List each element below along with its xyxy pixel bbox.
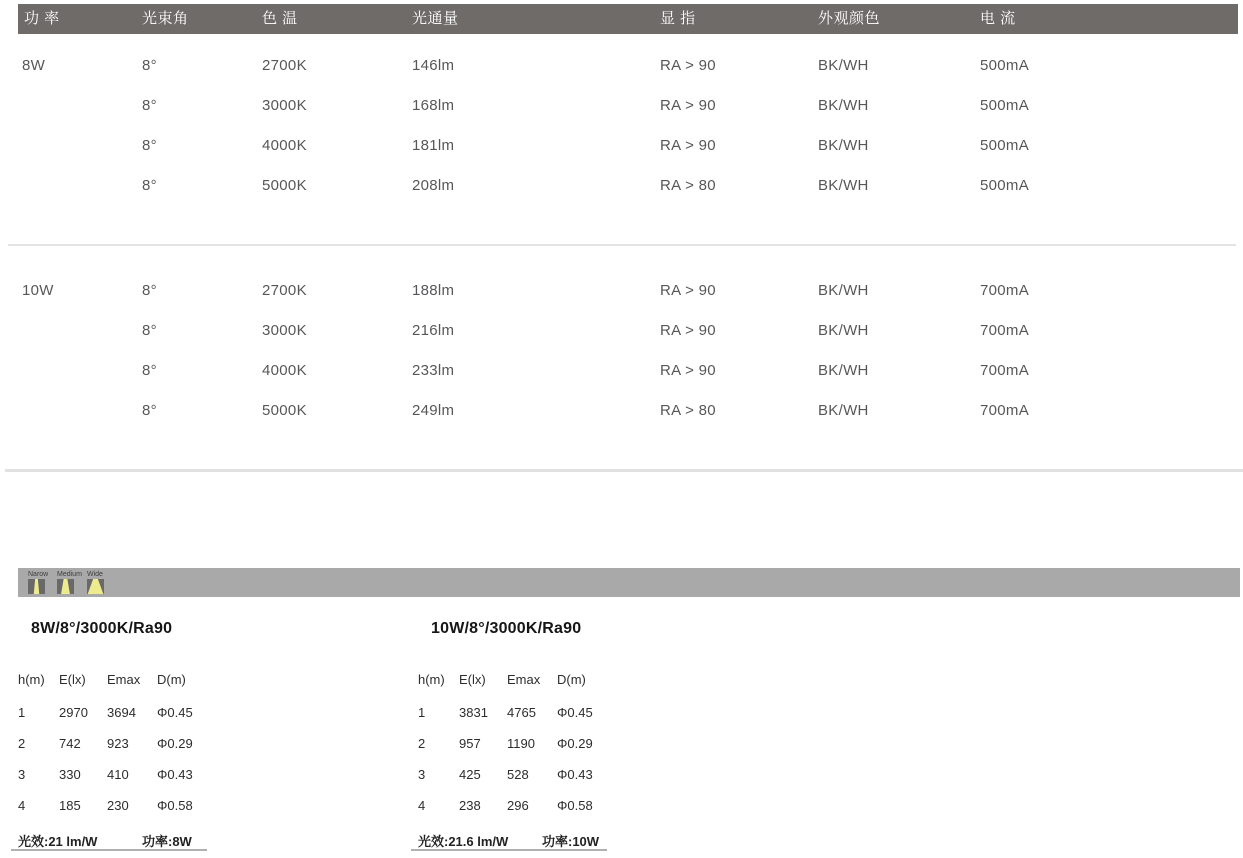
beam-option-narrow [28,570,52,594]
spec-cell-beam: 8° [142,57,157,74]
spec-cell-cct: 4000K [262,137,307,154]
photo-cell: 230 [107,798,129,813]
spec-cell-current: 500mA [980,57,1030,74]
photo-cell: 1 [18,705,26,720]
spec-cell-beam: 8° [142,137,157,154]
spec-cell-beam: 8° [142,322,157,339]
spec-cell-current: 500mA [980,177,1030,194]
photo-cell: Φ0.43 [557,767,593,782]
photo-cell: 528 [507,767,529,782]
beam-option-medium [57,570,81,594]
spec-cell-flux: 216lm [412,322,455,339]
photometric-table-title: 10W/8°/3000K/Ra90 [431,620,582,637]
beam-label-wide: Wide [87,571,103,578]
spec-cell-cri: RA > 90 [660,137,716,154]
spec-cell-beam: 8° [142,282,157,299]
photo-cell: Φ0.58 [157,798,193,813]
col-header-power: 功 率 [24,10,60,27]
spec-cell-flux: 233lm [412,362,455,379]
spec-cell-beam: 8° [142,97,157,114]
photo-cell: 4 [18,798,26,813]
col-header-color-temp: 色 温 [262,10,298,27]
photometric-table-10w [418,612,630,858]
efficacy-label: 光效:21.6 lm/W [418,834,509,849]
photo-col-header-d: D(m) [557,672,586,687]
power-group-label: 8W [22,57,46,74]
footer-underline [411,849,607,851]
photo-col-header-h: h(m) [18,672,45,687]
col-header-cri: 显 指 [660,10,696,27]
spec-cell-cct: 2700K [262,282,307,299]
spec-cell-finish: BK/WH [818,402,869,419]
spec-cell-beam: 8° [142,362,157,379]
col-header-finish-color: 外观颜色 [818,10,881,27]
spec-cell-current: 700mA [980,282,1030,299]
photo-cell: Φ0.45 [557,705,593,720]
photo-cell: 185 [59,798,81,813]
photo-cell: 2 [418,736,426,751]
col-header-beam-angle: 光束角 [142,10,189,27]
photo-cell: 4765 [507,705,536,720]
power-group-label: 10W [22,282,54,299]
col-header-luminous-flux: 光通量 [412,10,459,27]
spec-cell-cri: RA > 90 [660,282,716,299]
spec-cell-cct: 5000K [262,177,307,194]
photo-cell: Φ0.29 [157,736,193,751]
photo-cell: 425 [459,767,481,782]
photo-cell: 330 [59,767,81,782]
spec-cell-current: 700mA [980,402,1030,419]
photo-col-header-d: D(m) [157,672,186,687]
photo-cell: 3 [418,767,426,782]
spec-cell-cri: RA > 80 [660,402,716,419]
spec-cell-flux: 168lm [412,97,455,114]
photometric-table-8w [18,612,230,858]
section-divider [8,244,1236,246]
beam-label-narrow: Narow [28,571,49,578]
photo-col-header-elx: E(lx) [459,672,486,687]
spec-cell-cct: 5000K [262,402,307,419]
section-divider [5,469,1243,472]
power-label: 功率:8W [142,834,192,849]
spec-cell-cct: 4000K [262,362,307,379]
spec-cell-flux: 249lm [412,402,455,419]
spec-cell-flux: 188lm [412,282,455,299]
spec-cell-finish: BK/WH [818,282,869,299]
spec-cell-cri: RA > 90 [660,97,716,114]
spec-cell-cct: 3000K [262,97,307,114]
spec-cell-finish: BK/WH [818,177,869,194]
photo-cell: 238 [459,798,481,813]
spec-cell-current: 500mA [980,137,1030,154]
wide-beam-icon [87,579,104,594]
photo-cell: 1190 [507,736,535,751]
spec-cell-flux: 146lm [412,57,455,74]
photo-cell: 3694 [107,705,136,720]
photo-col-header-emax: Emax [507,672,541,687]
spec-cell-finish: BK/WH [818,97,869,114]
photo-cell: Φ0.58 [557,798,593,813]
spec-cell-finish: BK/WH [818,322,869,339]
photo-cell: 923 [107,736,129,751]
photo-cell: 4 [418,798,426,813]
photo-col-header-emax: Emax [107,672,141,687]
spec-cell-flux: 181lm [412,137,455,154]
spec-cell-cct: 3000K [262,322,307,339]
beam-angle-bar [18,568,1240,597]
spec-cell-cri: RA > 80 [660,177,716,194]
spec-cell-current: 700mA [980,322,1030,339]
beam-option-wide [87,570,111,594]
spec-cell-beam: 8° [142,177,157,194]
photo-cell: 1 [418,705,426,720]
photo-cell: 957 [459,736,481,751]
footer-underline [11,849,207,851]
beam-label-medium: Medium [57,571,82,578]
photo-cell: 410 [107,767,129,782]
spec-cell-flux: 208lm [412,177,455,194]
narrow-beam-icon [28,579,45,594]
photo-col-header-elx: E(lx) [59,672,86,687]
spec-cell-cri: RA > 90 [660,322,716,339]
spec-cell-finish: BK/WH [818,362,869,379]
col-header-current: 电 流 [980,10,1016,27]
spec-cell-finish: BK/WH [818,137,869,154]
spec-cell-beam: 8° [142,402,157,419]
photo-cell: 3 [18,767,26,782]
photo-cell: 3831 [459,705,488,720]
photo-cell: 2 [18,736,26,751]
spec-cell-current: 500mA [980,97,1030,114]
spec-cell-cct: 2700K [262,57,307,74]
photometric-table-title: 8W/8°/3000K/Ra90 [31,620,173,637]
photo-col-header-h: h(m) [418,672,445,687]
medium-beam-icon [57,579,74,594]
spec-cell-current: 700mA [980,362,1030,379]
photo-cell: Φ0.45 [157,705,193,720]
photo-cell: Φ0.43 [157,767,193,782]
spec-cell-cri: RA > 90 [660,362,716,379]
photo-cell: 2970 [59,705,88,720]
spec-cell-cri: RA > 90 [660,57,716,74]
photo-cell: 296 [507,798,529,813]
photo-cell: 742 [59,736,81,751]
spec-cell-finish: BK/WH [818,57,869,74]
photo-cell: Φ0.29 [557,736,593,751]
efficacy-label: 光效:21 lm/W [18,834,98,849]
power-label: 功率:10W [542,834,600,849]
